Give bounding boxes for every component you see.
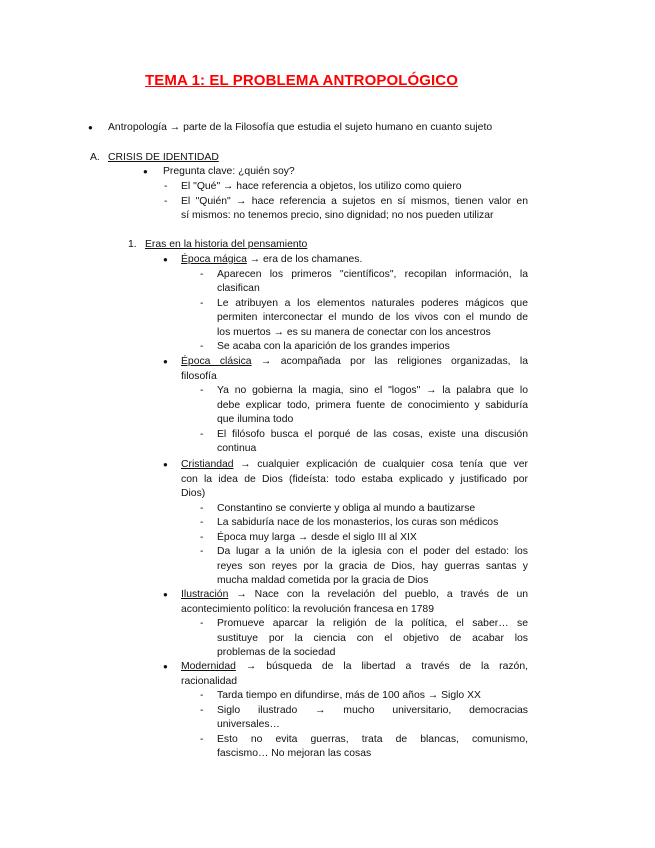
bullet-icon: ●: [163, 255, 168, 264]
list-item-text: El filósofo busca el porqué de las cosas, existe una discusión: [217, 428, 528, 440]
list-item-text: Le atribuyen a los elementos naturales poderes mágicos que: [217, 297, 528, 309]
section-marker: A.: [90, 152, 100, 163]
question-text: Pregunta clave: ¿quién soy?: [163, 166, 295, 177]
list-item-text: Época muy larga → desde el siglo III al XIX: [217, 531, 417, 543]
era-name: Ilustración: [181, 589, 229, 600]
dash-icon: -: [200, 502, 204, 514]
dash-icon: -: [200, 531, 204, 543]
title-text: TEMA 1: EL PROBLEMA ANTROPOLÓGICO: [144, 72, 459, 89]
bullet-icon: ●: [88, 123, 93, 132]
era-name: Modernidad: [181, 661, 236, 672]
page-title: [0, 72, 655, 89]
list-item-text: continua: [217, 443, 257, 454]
list-item-text: reyes son reyes por la gracia de Dios, hay guerras santas y: [217, 560, 528, 572]
list-item-text: Se acaba con la aparición de los grandes imperios: [217, 341, 450, 352]
era-name: Época clásica: [181, 356, 252, 367]
list-item-text: El "Qué" → hace referencia a objetos, los utilizo como quiero: [181, 181, 462, 192]
era-description: → acompañada por las religiones organizadas, la: [251, 356, 528, 367]
era-description-line: con la idea de Dios (fideísta: todo estaba explicado y justificado por: [181, 473, 528, 485]
list-item-text: sí mismos: no tenemos precio, sino dignidad; no nos pueden utilizar: [181, 210, 494, 221]
list-item-text: Constantino se convierte y obliga al mundo a bautizarse: [217, 502, 476, 514]
dash-icon: -: [200, 385, 204, 396]
dash-icon: -: [200, 297, 204, 309]
subsection-heading: Eras en la historia del pensamiento: [145, 239, 308, 250]
list-item-text: clasifican: [217, 283, 260, 294]
era-name: Época mágica: [181, 254, 247, 265]
era-description-line: filosofía: [181, 370, 217, 382]
era-line: [181, 660, 528, 675]
dash-icon: -: [200, 268, 204, 280]
era-line: [181, 458, 528, 473]
list-item-text: fascismo… No mejoran las cosas: [217, 748, 372, 759]
dash-icon: -: [200, 546, 204, 557]
list-item-text: Promueve aparcar la religión de la política, el saber… se: [217, 618, 528, 629]
subsection-marker: 1.: [128, 239, 137, 250]
dash-icon: -: [200, 517, 204, 528]
list-item-text: los muertos → es su manera de conectar con los ancestros: [217, 326, 491, 338]
intro-text: Antropología → parte de la Filosofía que estudia el sujeto humano en cuanto sujeto: [108, 122, 493, 133]
bullet-icon: ●: [143, 167, 148, 176]
bullet-icon: ●: [163, 662, 168, 671]
list-item-text: Esto no evita guerras, trata de blancas, comunismo,: [217, 733, 528, 745]
dash-icon: -: [200, 428, 204, 440]
era-description-line: Dios): [181, 488, 206, 499]
era-line: [181, 588, 528, 603]
era-name: Cristiandad: [181, 459, 234, 470]
era-line: [181, 253, 362, 268]
list-item-text: Tarda tiempo en difundirse, más de 100 años → Siglo XX: [217, 690, 481, 701]
era-description: → era de los chamanes.: [246, 254, 363, 265]
list-item-text: sustituye por la ciencia con el objetivo de acabar los: [217, 632, 528, 644]
era-description: → Nace con la revelación del pueblo, a través de un: [228, 589, 528, 600]
section-heading: CRISIS DE IDENTIDAD: [108, 152, 219, 163]
list-item-text: debe explicar todo, primera fuente de conocimiento y sabiduría: [217, 399, 528, 411]
era-description-line: racionalidad: [181, 675, 238, 687]
list-item-text: Siglo ilustrado → mucho universitario, democracias: [217, 704, 528, 716]
era-line: [181, 355, 528, 370]
list-item-text: permiten interconectar el mundo de los vivos con el mundo de: [217, 312, 528, 323]
list-item-text: que ilumina todo: [217, 414, 294, 425]
bullet-icon: ●: [163, 590, 168, 599]
dash-icon: -: [164, 181, 168, 192]
dash-icon: -: [200, 341, 204, 352]
era-description: → búsqueda de la libertad a través de la razón,: [235, 661, 528, 672]
bullet-icon: ●: [163, 460, 168, 469]
dash-icon: -: [164, 195, 168, 207]
list-item-text: Da lugar a la unión de la iglesia con el poder del estado: los: [217, 546, 528, 557]
list-item-text: problemas de la sociedad: [217, 647, 336, 658]
dash-icon: -: [200, 618, 204, 629]
era-description-line: acontecimiento político: la revolución francesa en 1789: [181, 603, 434, 615]
list-item-text: Aparecen los primeros "científicos", recopilan información, la: [217, 268, 528, 280]
list-item-text: mucha maldad cometida por la gracia de Dios: [217, 575, 429, 586]
list-item-text: La sabiduría nace de los monasterios, los curas son médicos: [217, 517, 499, 528]
list-item-text: El "Quién" → hace referencia a sujetos en sí mismos, tienen valor en: [181, 195, 528, 207]
era-description: → cualquier explicación de cualquier cosa tenía que ver: [233, 459, 528, 470]
dash-icon: -: [200, 733, 204, 745]
list-item-text: Ya no gobierna la magia, sino el "logos" → la palabra que lo: [217, 385, 528, 396]
list-item-text: universales…: [217, 719, 280, 730]
dash-icon: -: [200, 704, 204, 716]
bullet-icon: ●: [163, 357, 168, 366]
dash-icon: -: [200, 690, 204, 701]
